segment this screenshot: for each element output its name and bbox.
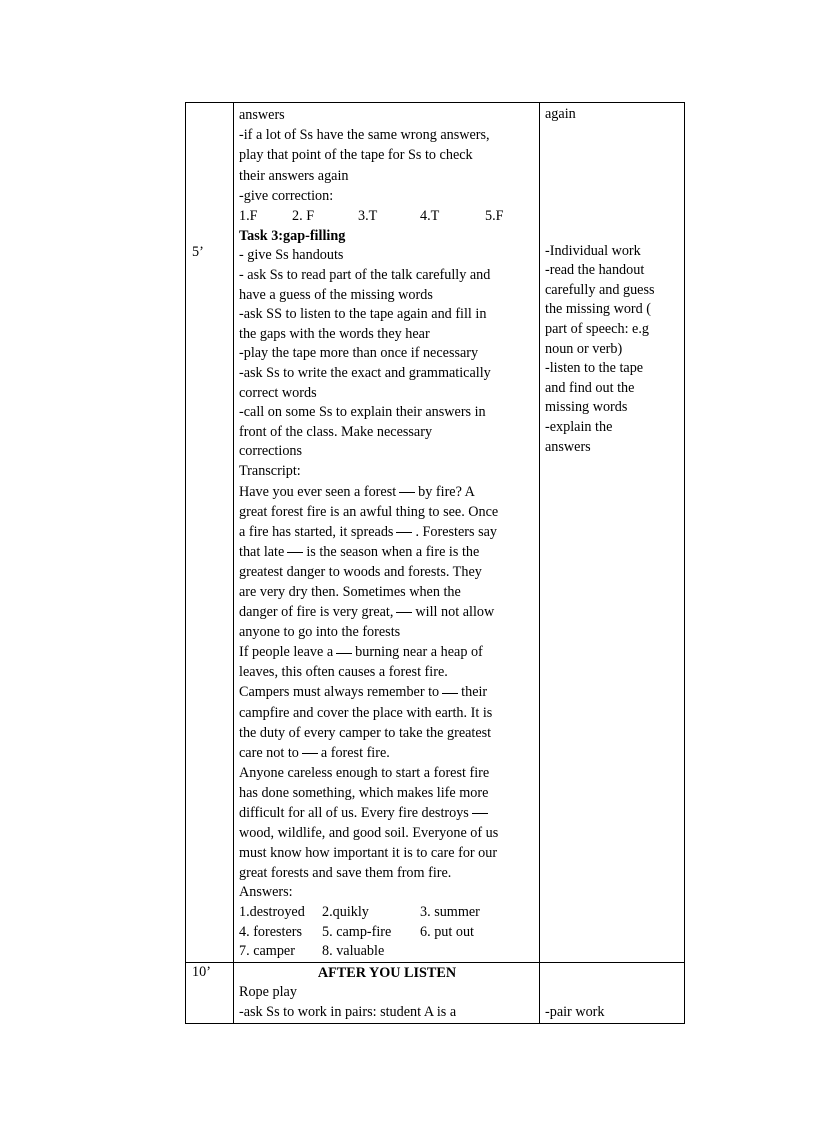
transcript-line [239, 542, 535, 562]
text-line: -Individual work [545, 242, 641, 259]
transcript-text: campfire and cover the place with earth. It is [239, 704, 493, 721]
correction-item: 3.T [358, 208, 378, 225]
text-line: corrections [239, 443, 303, 460]
text-line: missing words [545, 399, 628, 416]
transcript-line [239, 562, 535, 582]
text-line: the missing word ( [545, 301, 652, 318]
text-line: -play the tape more than once if necessary [239, 345, 479, 362]
transcript-line [239, 582, 535, 602]
transcript-text: Campers must always remember to [239, 684, 440, 701]
text-line: front of the class. Make necessary [239, 423, 433, 440]
transcript-text: a fire has started, it spreads [239, 523, 394, 540]
transcript-text: anyone to go into the forests [239, 624, 401, 641]
answer-item: 4. foresters [239, 923, 303, 940]
transcript-text: burning near a heap of [355, 644, 483, 661]
answer-item: 8. valuable [322, 943, 385, 960]
transcript-text: wood, wildlife, and good soil. Everyone of us [239, 825, 499, 842]
gap-blank [396, 532, 412, 533]
text-line: -read the handout [545, 262, 645, 279]
transcript-line [239, 843, 535, 863]
transcript-text: danger of fire is very great, [239, 604, 394, 621]
transcript-text: has done something, which makes life more [239, 784, 489, 801]
table-row [186, 962, 685, 1023]
text-line: Rope play [239, 984, 297, 1001]
text-line: their answers again [239, 167, 349, 184]
gap-blank [287, 552, 303, 553]
text-line: answers [545, 438, 591, 455]
answer-item: 2.quikly [322, 904, 369, 921]
transcript-text: must know how important it is to care for our [239, 845, 498, 862]
transcript-text: . Foresters say [415, 523, 498, 540]
text-line: answers [239, 107, 285, 123]
lesson-plan-table [185, 102, 685, 1024]
transcript-text: great forest fire is an awful thing to see. Once [239, 503, 499, 520]
text-line: -ask Ss to work in pairs: student A is a [239, 1003, 457, 1020]
gap-blank [302, 753, 318, 754]
table-row [186, 103, 685, 963]
text-line: play that point of the tape for Ss to check [239, 147, 473, 164]
text-line: - ask Ss to read part of the talk carefully and [239, 267, 491, 284]
student-activities [540, 103, 684, 457]
transcript-text: are very dry then. Sometimes when the [239, 584, 461, 601]
gap-blank [336, 653, 352, 654]
transcript [239, 482, 535, 884]
transcript-text: their [461, 684, 488, 701]
transcript-text: by fire? A [418, 483, 475, 500]
gap-blank [472, 813, 488, 814]
answer-item: 6. put out [420, 923, 474, 940]
transcript-text: greatest danger to woods and forests. They [239, 563, 482, 580]
answer-item: 3. summer [420, 904, 480, 921]
text-line: -explain the [545, 418, 613, 435]
time-cell [186, 103, 234, 963]
answers-list [239, 903, 535, 962]
text-line: again [545, 106, 576, 122]
transcript-line [239, 803, 535, 823]
answers-row [239, 923, 535, 943]
text-line: -ask Ss to write the exact and grammatically [239, 364, 491, 381]
transcript-text: If people leave a [239, 644, 334, 661]
text-line: Transcript: [239, 462, 301, 479]
transcript-line [239, 863, 535, 883]
transcript-text: Have you ever seen a forest [239, 483, 397, 500]
correction-list [239, 206, 535, 226]
transcript-line [239, 482, 535, 502]
transcript-text: will not allow [415, 604, 495, 621]
text-line: -ask SS to listen to the tape again and fill in [239, 306, 487, 323]
text-line: -call on some Ss to explain their answers in [239, 404, 486, 421]
transcript-line [239, 622, 535, 642]
teacher-activities [234, 103, 539, 962]
transcript-text: difficult for all of us. Every fire destroys [239, 805, 469, 822]
transcript-text: great forests and save them from fire. [239, 865, 452, 882]
transcript-text: Anyone careless enough to start a forest fire [239, 764, 490, 781]
transcript-line [239, 763, 535, 783]
transcript-text: is the season when a fire is the [306, 543, 480, 560]
time-label: 5’ [192, 244, 204, 260]
answer-item: 1.destroyed [239, 904, 305, 921]
task-title: Task 3:gap-filling [239, 228, 346, 245]
text-line: noun or verb) [545, 340, 623, 357]
text-line: part of speech: e.g [545, 320, 649, 337]
correction-item: 5.F [485, 208, 504, 225]
transcript-line [239, 602, 535, 622]
transcript-line [239, 682, 535, 702]
text-line: -listen to the tape [545, 360, 644, 377]
transcript-text: a forest fire. [320, 744, 390, 761]
answers-label: Answers: [239, 884, 293, 901]
teacher-activities [234, 963, 539, 1023]
answers-row [239, 903, 535, 923]
time-label: 10’ [192, 963, 211, 980]
correction-item: 4.T [420, 208, 440, 225]
gap-blank [399, 492, 415, 493]
text-line: -if a lot of Ss have the same wrong answers, [239, 127, 490, 144]
transcript-line [239, 642, 535, 662]
correction-item: 2. F [292, 208, 315, 225]
text-line: - give Ss handouts [239, 247, 344, 264]
transcript-line [239, 743, 535, 763]
transcript-line [239, 662, 535, 682]
text-line: correct words [239, 384, 317, 401]
student-activities-cell [540, 962, 685, 1023]
transcript-line [239, 723, 535, 743]
correction-item: 1.F [239, 208, 258, 225]
answer-item: 7. camper [239, 943, 295, 960]
transcript-line [239, 823, 535, 843]
time-cell [186, 962, 234, 1023]
student-activities [540, 963, 684, 1023]
answer-item: 5. camp-fire [322, 923, 392, 940]
answers-row [239, 942, 535, 962]
gap-blank [396, 612, 412, 613]
transcript-text: leaves, this often causes a forest fire. [239, 664, 448, 681]
student-activities-cell [540, 103, 685, 963]
transcript-line [239, 703, 535, 723]
transcript-text: that late [239, 543, 285, 560]
text-line: -pair work [545, 1003, 605, 1020]
teacher-activities-cell [234, 962, 540, 1023]
section-heading: AFTER YOU LISTEN [317, 964, 457, 981]
gap-blank [442, 693, 458, 694]
transcript-text: care not to [239, 744, 299, 761]
teacher-activities-cell [234, 103, 540, 963]
text-line: the gaps with the words they hear [239, 325, 430, 342]
transcript-line [239, 522, 535, 542]
transcript-line [239, 783, 535, 803]
transcript-line [239, 502, 535, 522]
text-line: have a guess of the missing words [239, 286, 433, 303]
text-line: carefully and guess [545, 281, 655, 298]
text-line: -give correction: [239, 187, 334, 204]
text-line: and find out the [545, 379, 635, 396]
transcript-text: the duty of every camper to take the greatest [239, 724, 492, 741]
